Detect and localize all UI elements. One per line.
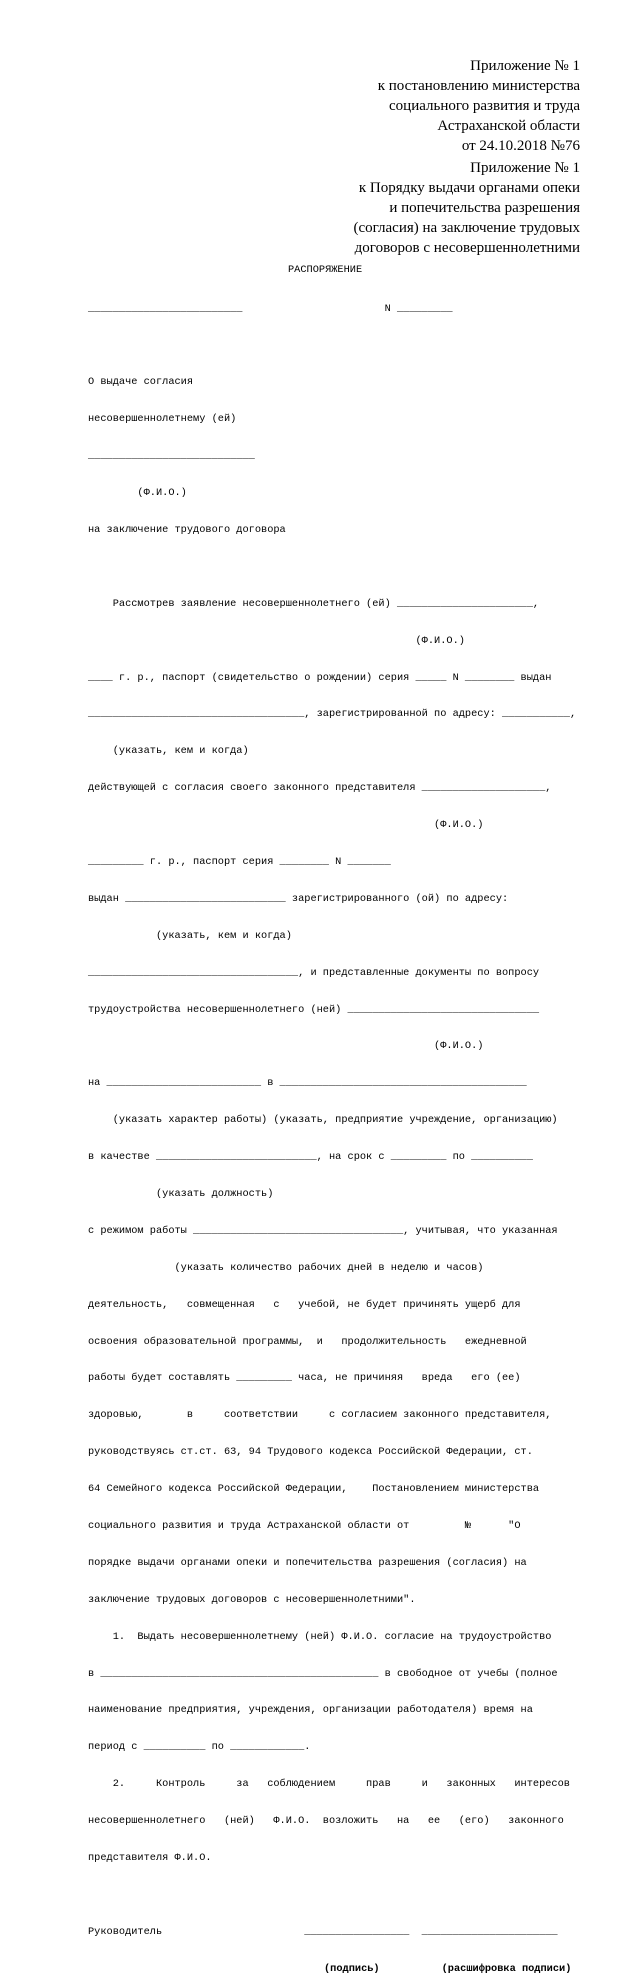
form-line: руководствуясь ст.ст. 63, 94 Трудового кодекса Российской Федерации, ст.	[88, 1446, 533, 1459]
form-line: _________________________ N _________	[88, 302, 453, 315]
appendix1-line: социального развития и труда	[389, 98, 580, 114]
appendix1-line: от 24.10.2018 №76	[461, 138, 580, 154]
appendix-to-resolution	[260, 56, 580, 156]
form-line: здоровью, в соответствии с согласием законного представителя,	[88, 1409, 552, 1422]
form-line: наименование предприятия, учреждения, организации работодателя) время на	[88, 1704, 533, 1717]
form-line: социального развития и труда Астраханской области от № "О	[88, 1519, 521, 1532]
form-line: _________ г. р., паспорт серия ________ N _______	[88, 855, 391, 868]
appendix1-line: к постановлению министерства	[377, 78, 580, 94]
form-line: 1. Выдать несовершеннолетнему (ней) Ф.И.О. согласие на трудоустройство	[88, 1630, 552, 1643]
form-body	[88, 278, 588, 1987]
form-line: ___________________________________, зарегистрированной по адресу: ___________,	[88, 708, 577, 721]
form-title: РАСПОРЯЖЕНИЕ	[288, 264, 363, 276]
form-line: порядке выдачи органами опеки и попечительства разрешения (согласия) на	[88, 1556, 527, 1569]
form-line: (указать, кем и когда)	[88, 929, 292, 942]
appendix2-line: к Порядку выдачи органами опеки	[358, 180, 580, 196]
form-line: несовершеннолетнего (ней) Ф.И.О. возложить на ее (его) законного	[88, 1815, 564, 1828]
form-line: в качестве __________________________, на срок с _________ по __________	[88, 1151, 533, 1164]
appendix2-line: договоров с несовершеннолетними	[354, 240, 580, 256]
form-line: трудоустройства несовершеннолетнего (ней) _______________________________	[88, 1003, 540, 1016]
form-line: (Ф.И.О.)	[88, 487, 187, 500]
form-line: (указать должность)	[88, 1187, 274, 1200]
form-line: освоения образовательной программы, и продолжительность ежедневной	[88, 1335, 527, 1348]
form-line: 64 Семейного кодекса Российской Федерации, Постановлением министерства	[88, 1483, 540, 1496]
form-line: ___________________________	[88, 450, 255, 463]
form-line: (Ф.И.О.)	[88, 1040, 484, 1053]
form-line: Рассмотрев заявление несовершеннолетнего (ей) ______________________,	[88, 597, 540, 610]
form-line: (указать характер работы) (указать, предприятие учреждение, организацию)	[88, 1114, 558, 1127]
form-line: (Ф.И.О.)	[88, 634, 465, 647]
form-line: заключение трудовых договоров с несовершеннолетними".	[88, 1593, 416, 1606]
signature-labels-line	[88, 1963, 588, 1975]
signature-label: (подпись)	[324, 1962, 380, 1975]
form-line: О выдаче согласия	[88, 376, 194, 389]
form-line: несовершеннолетнему (ей)	[88, 413, 237, 426]
form-line: (указать количество рабочих дней в неделю и часов)	[88, 1261, 484, 1274]
form-line: период с __________ по ____________.	[88, 1741, 311, 1754]
form-line: работы будет составлять _________ часа, не причиняя вреда его (ее)	[88, 1372, 521, 1385]
form-line: выдан __________________________ зарегистрированного (ой) по адресу:	[88, 892, 509, 905]
appendix1-line: Приложение № 1	[470, 58, 580, 74]
form-line: деятельность, совмещенная с учебой, не будет причинять ущерб для	[88, 1298, 521, 1311]
form-line: представителя Ф.И.О.	[88, 1852, 212, 1864]
signature-decoding-label: (расшифровка подписи)	[441, 1962, 572, 1975]
appendix2-line: Приложение № 1	[470, 160, 580, 176]
form-line	[88, 339, 588, 351]
appendix1-line: Астраханской области	[437, 118, 580, 134]
form-line: ____ г. р., паспорт (свидетельство о рождении) серия _____ N ________ выдан	[88, 671, 552, 684]
appendix2-line: (согласия) на заключение трудовых	[353, 220, 580, 236]
appendix2-line: и попечительства разрешения	[389, 200, 580, 216]
appendix-to-procedure	[260, 158, 580, 258]
form-line: в _____________________________________________ в свободное от учебы (полное	[88, 1667, 558, 1680]
form-line: с режимом работы __________________________________, учитывая, что указанная	[88, 1224, 558, 1237]
form-line: 2. Контроль за соблюдением прав и законных интересов	[88, 1778, 570, 1791]
form-line	[88, 1889, 588, 1901]
form-line: __________________________________, и представленные документы по вопросу	[88, 966, 540, 979]
form-line	[88, 561, 588, 573]
form-line: (указать, кем и когда)	[88, 745, 249, 758]
form-line: на _________________________ в ________________________________________	[88, 1077, 527, 1090]
form-line: Руководитель _________________ ______________________	[88, 1925, 558, 1938]
form-line: (Ф.И.О.)	[88, 819, 484, 832]
form-line: на заключение трудового договора	[88, 523, 286, 536]
form-line: действующей с согласия своего законного представителя ____________________,	[88, 782, 552, 795]
